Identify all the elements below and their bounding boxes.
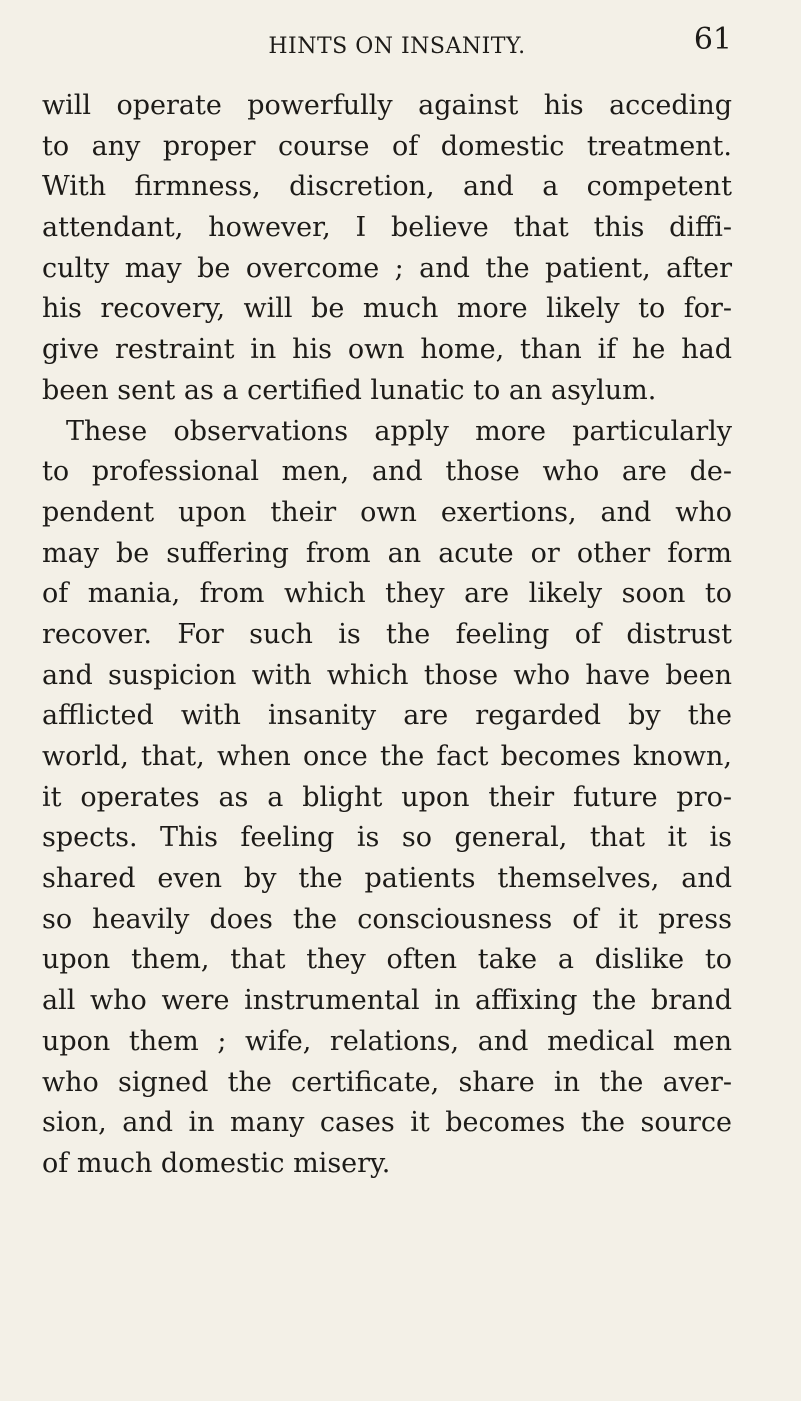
text-line: may be suffering from an acute or other form xyxy=(42,537,732,569)
text-line: upon them ; wife, relations, and medical men xyxy=(42,1025,732,1057)
text-line: all who were instrumental in affixing the brand xyxy=(42,985,732,1017)
text-line: culty may be overcome ; and the patient, after xyxy=(42,252,732,284)
body-text xyxy=(42,86,732,1185)
text-line: attendant, however, I believe that this diffi- xyxy=(42,212,732,244)
text-line: upon them, that they often take a dislike to xyxy=(42,944,732,976)
page-number: 61 xyxy=(693,22,732,57)
text-line: sion, and in many cases it becomes the source xyxy=(42,1107,732,1139)
text-line: give restraint in his own home, than if he had xyxy=(42,334,732,366)
text-line: With firmness, discretion, and a competent xyxy=(42,171,732,203)
text-line: afflicted with insanity are regarded by the xyxy=(42,700,732,732)
text-line: to professional men, and those who are de- xyxy=(42,456,732,488)
text-line: of much domestic misery. xyxy=(42,1147,391,1179)
text-line: to any proper course of domestic treatment. xyxy=(42,130,732,162)
paragraph-start-line: These observations apply more particularly xyxy=(66,415,732,447)
text-line: who signed the certificate, share in the aver- xyxy=(42,1066,732,1098)
text-line: recover. For such is the feeling of distrust xyxy=(42,618,732,650)
text-line: it operates as a blight upon their future pro- xyxy=(42,781,732,813)
text-line: pendent upon their own exertions, and who xyxy=(42,496,732,528)
text-line: so heavily does the consciousness of it press xyxy=(42,903,732,935)
text-line: shared even by the patients themselves, and xyxy=(42,863,732,895)
text-line: of mania, from which they are likely soon to xyxy=(42,578,732,610)
running-title: HINTS ON INSANITY. xyxy=(268,34,526,59)
text-line: his recovery, will be much more likely to for- xyxy=(42,293,732,325)
text-line: world, that, when once the fact becomes known, xyxy=(42,741,732,772)
text-line: will operate powerfully against his acceding xyxy=(42,90,732,121)
text-line: spects. This feeling is so general, that it is xyxy=(42,822,732,854)
text-line: been sent as a certified lunatic to an asylum. xyxy=(42,374,657,406)
text-line: and suspicion with which those who have been xyxy=(42,659,732,691)
